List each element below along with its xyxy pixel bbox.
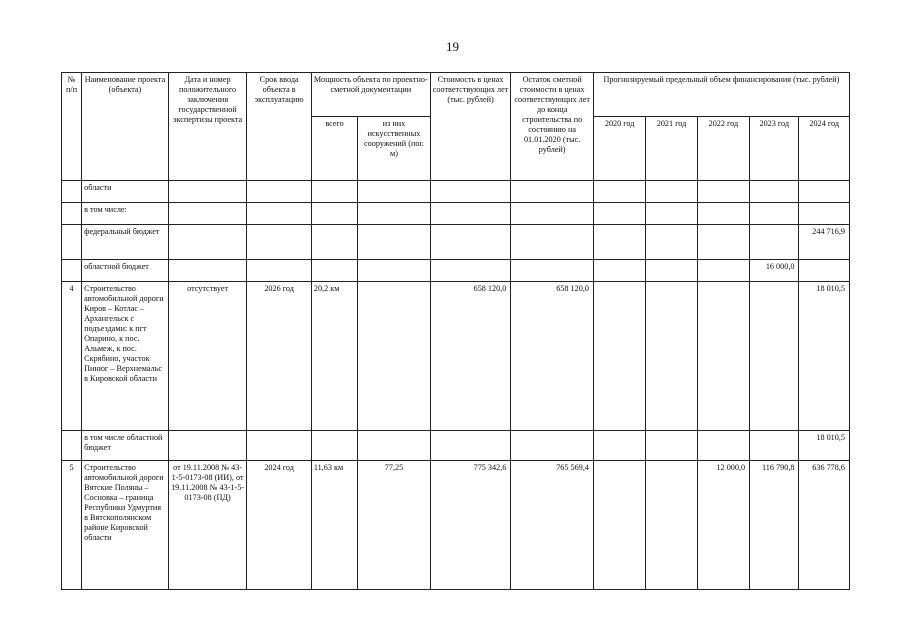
project-name-cell: Строительство автомобильной дороги Киров – Котлас – Архангельск с подъездами: к пгт Опарино, к пос. Альмеж, к пос. Скрябино, участок Пинюг – Верхнемальс в Кировской области — [82, 281, 169, 430]
header-year-2021: 2021 год — [646, 117, 697, 181]
capacity-total-cell: 11,63 км — [311, 460, 357, 589]
capacity-total-cell — [311, 260, 357, 282]
year-value-cell — [646, 202, 697, 224]
year-value-cell — [593, 430, 645, 460]
row-number-cell — [62, 224, 82, 259]
year-value-cell: 18 010,5 — [799, 281, 850, 430]
remainder-cell: 765 569,4 — [511, 460, 594, 589]
year-value-cell — [593, 281, 645, 430]
header-term: Срок ввода объекта в эксплуатацию — [247, 73, 311, 181]
year-value-cell — [750, 281, 799, 430]
year-value-cell — [697, 430, 749, 460]
expertise-date-cell — [168, 260, 247, 282]
row-number-cell: 5 — [62, 460, 82, 589]
row-number-cell — [62, 260, 82, 282]
year-value-cell — [646, 430, 697, 460]
table-row — [62, 460, 850, 589]
cost-cell — [430, 181, 511, 203]
header-num: № п/п — [62, 73, 82, 181]
header-capacity: Мощность объекта по проектно-сметной документации — [311, 73, 430, 117]
cost-cell: 775 342,6 — [430, 460, 511, 589]
year-value-cell — [750, 224, 799, 259]
year-value-cell — [750, 202, 799, 224]
year-value-cell: 636 778,6 — [799, 460, 850, 589]
cost-cell — [430, 430, 511, 460]
header-year-2024: 2024 год — [799, 117, 850, 181]
commission-term-cell: 2024 год — [247, 460, 311, 589]
expertise-date-cell — [168, 430, 247, 460]
project-name-cell: области — [82, 181, 169, 203]
year-value-cell — [697, 181, 749, 203]
table-row — [62, 181, 850, 203]
year-value-cell — [593, 224, 645, 259]
table-row — [62, 430, 850, 460]
year-value-cell — [593, 181, 645, 203]
commission-term-cell — [247, 224, 311, 259]
commission-term-cell — [247, 202, 311, 224]
capacity-artificial-cell: 77,25 — [358, 460, 431, 589]
year-value-cell: 116 790,8 — [750, 460, 799, 589]
year-value-cell — [697, 224, 749, 259]
expertise-date-cell: от 19.11.2008 № 43-1-5-0173-08 (ИИ), от 19.11.2008 № 43-1-5-0173-08 (ПД) — [168, 460, 247, 589]
cost-cell: 658 120,0 — [430, 281, 511, 430]
year-value-cell: 12 000,0 — [697, 460, 749, 589]
capacity-total-cell — [311, 202, 357, 224]
header-remainder: Остаток сметной стоимости в ценах соответствующих лет до конца строительства по состоянию на 01.01.2020 (тыс. рублей) — [511, 73, 594, 181]
year-value-cell — [593, 202, 645, 224]
year-value-cell — [750, 181, 799, 203]
year-value-cell — [646, 224, 697, 259]
table-row — [62, 281, 850, 430]
capacity-artificial-cell — [358, 202, 431, 224]
header-year-2022: 2022 год — [697, 117, 749, 181]
year-value-cell: 244 716,9 — [799, 224, 850, 259]
remainder-cell — [511, 430, 594, 460]
row-number-cell — [62, 430, 82, 460]
header-name: Наименование проекта (объекта) — [82, 73, 169, 181]
capacity-total-cell — [311, 224, 357, 259]
remainder-cell — [511, 260, 594, 282]
year-value-cell — [646, 460, 697, 589]
expertise-date-cell: отсутствует — [168, 281, 247, 430]
remainder-cell: 658 120,0 — [511, 281, 594, 430]
financing-table — [61, 72, 850, 590]
capacity-artificial-cell — [358, 181, 431, 203]
cost-cell — [430, 224, 511, 259]
header-forecast: Прогнозируемый предельный объем финансирования (тыс. рублей) — [593, 73, 849, 117]
project-name-cell: в том числе областной бюджет — [82, 430, 169, 460]
capacity-artificial-cell — [358, 430, 431, 460]
year-value-cell — [799, 260, 850, 282]
year-value-cell — [593, 260, 645, 282]
year-value-cell — [799, 202, 850, 224]
commission-term-cell — [247, 430, 311, 460]
year-value-cell — [646, 181, 697, 203]
header-cost: Стоимость в ценах соответствующих лет (тыс. рублей) — [430, 73, 511, 181]
header-capacity-total: всего — [311, 117, 357, 181]
row-number-cell — [62, 181, 82, 203]
page-number: 19 — [446, 39, 459, 54]
capacity-total-cell — [311, 430, 357, 460]
header-date: Дата и номер положительного заключения государственной экспертизы проекта — [168, 73, 247, 181]
project-name-cell: областной бюджет — [82, 260, 169, 282]
capacity-artificial-cell — [358, 224, 431, 259]
table-row — [62, 260, 850, 282]
year-value-cell — [697, 281, 749, 430]
expertise-date-cell — [168, 202, 247, 224]
year-value-cell — [697, 202, 749, 224]
table-row — [62, 202, 850, 224]
commission-term-cell — [247, 260, 311, 282]
cost-cell — [430, 260, 511, 282]
cost-cell — [430, 202, 511, 224]
remainder-cell — [511, 224, 594, 259]
year-value-cell — [593, 460, 645, 589]
capacity-artificial-cell — [358, 260, 431, 282]
commission-term-cell: 2026 год — [247, 281, 311, 430]
header-year-2020: 2020 год — [593, 117, 645, 181]
expertise-date-cell — [168, 181, 247, 203]
year-value-cell — [697, 260, 749, 282]
year-value-cell — [750, 430, 799, 460]
table-row — [62, 224, 850, 259]
remainder-cell — [511, 202, 594, 224]
project-name-cell: Строительство автомобильной дороги Вятские Поляны – Сосновка – граница Республики Удмуртия в Вятскополянском районе Кировской области — [82, 460, 169, 589]
header-year-2023: 2023 год — [750, 117, 799, 181]
project-name-cell: федеральный бюджет — [82, 224, 169, 259]
capacity-total-cell: 20,2 км — [311, 281, 357, 430]
year-value-cell: 16 000,0 — [750, 260, 799, 282]
expertise-date-cell — [168, 224, 247, 259]
year-value-cell — [646, 281, 697, 430]
commission-term-cell — [247, 181, 311, 203]
project-name-cell: в том числе: — [82, 202, 169, 224]
row-number-cell: 4 — [62, 281, 82, 430]
remainder-cell — [511, 181, 594, 203]
year-value-cell: 18 010,5 — [799, 430, 850, 460]
header-capacity-artificial: из них искусственных сооружений (пог. м) — [358, 117, 431, 181]
capacity-total-cell — [311, 181, 357, 203]
year-value-cell — [646, 260, 697, 282]
row-number-cell — [62, 202, 82, 224]
year-value-cell — [799, 181, 850, 203]
capacity-artificial-cell — [358, 281, 431, 430]
